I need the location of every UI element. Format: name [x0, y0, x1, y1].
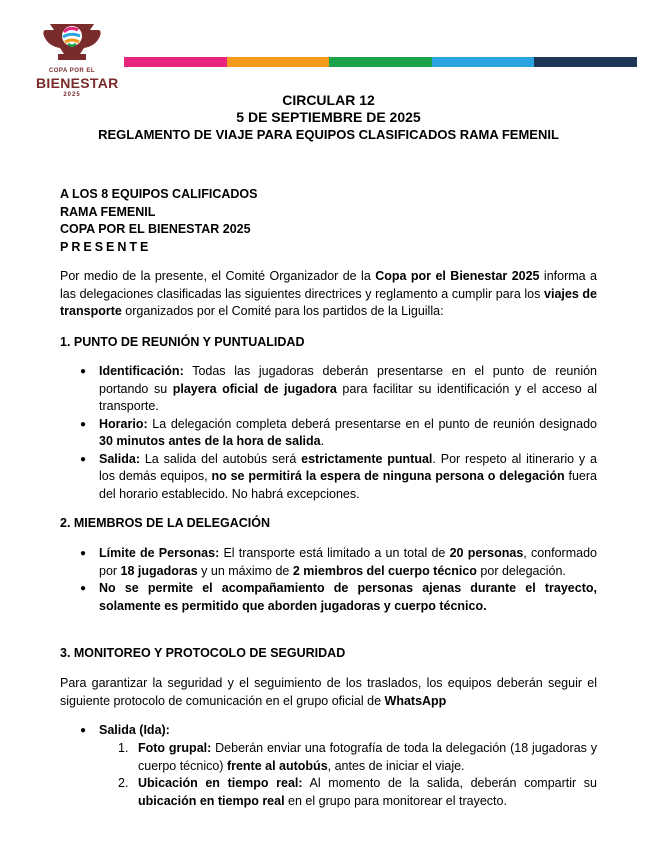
- logo-text-year: 2025: [63, 92, 81, 98]
- departure-sublist: [118, 740, 597, 810]
- addressee-line: COPA POR EL BIENESTAR 2025: [60, 222, 251, 236]
- list-item: ● Identificación: Todas las jugadoras deberán presentarse en el punto de reunión portando su playera oficial de jugadora para facilitar su identificación y el acceso al transporte.: [80, 363, 597, 416]
- section2-list: [80, 545, 597, 615]
- addressee-line: RAMA FEMENIL: [60, 204, 156, 219]
- circular-number: CIRCULAR 12: [282, 92, 375, 108]
- logo-text-top: COPA POR EL: [48, 68, 96, 74]
- stripe-green: [329, 57, 432, 67]
- section3-list: [80, 722, 597, 740]
- stripe-magenta: [124, 57, 227, 67]
- addressee-presente: PRESENTE: [60, 239, 152, 254]
- circular-date: 5 DE SEPTIEMBRE DE 2025: [236, 109, 421, 125]
- logo-text-main: BIENESTAR: [36, 75, 119, 91]
- stripe-blue: [432, 57, 535, 67]
- list-item: ● Límite de Personas: El transporte está limitado a un total de 20 personas, conformado por 18 jugadoras y un máximo de 2 miembros del cuerpo técnico por delegación.: [80, 545, 597, 580]
- trophy-icon: [36, 22, 108, 70]
- list-item: ● Salida (Ida):: [80, 722, 597, 740]
- addressee-block: [60, 186, 257, 256]
- section-heading: 3. MONITOREO Y PROTOCOLO DE SEGURIDAD: [60, 646, 346, 660]
- section-heading: 1. PUNTO DE REUNIÓN Y PUNTUALIDAD: [60, 335, 305, 349]
- section-heading: 2. MIEMBROS DE LA DELEGACIÓN: [60, 516, 270, 530]
- sublist-item: 2. Ubicación en tiempo real: Al momento de la salida, deberán compartir su ubicación en tiempo real en el grupo para monitorear el trayecto.: [118, 776, 597, 808]
- circular-subject: REGLAMENTO DE VIAJE PARA EQUIPOS CLASIFICADOS RAMA FEMENIL: [98, 127, 559, 142]
- list-item: ● Horario: La delegación completa deberá presentarse en el punto de reunión designado 30 minutos antes de la hora de salida.: [80, 416, 597, 451]
- list-item: ● No se permite el acompañamiento de personas ajenas durante el trayecto, solamente es permitido que aborden jugadoras y cuerpo técnico.: [80, 580, 597, 615]
- sublist-item: 1. Foto grupal: Deberán enviar una fotografía de toda la delegación (18 jugadoras y cuerpo técnico) frente al autobús, antes de iniciar el viaje.: [118, 741, 598, 773]
- section1-list: [80, 363, 597, 503]
- color-stripe: [124, 57, 637, 67]
- stripe-orange: [227, 57, 330, 67]
- stripe-navy: [534, 57, 637, 67]
- monitor-paragraph: Para garantizar la seguridad y el seguimiento de los traslados, los equipos deberán seguir el siguiente protocolo de comunicación en el grupo oficial de WhatsApp: [60, 676, 597, 708]
- addressee-line: A LOS 8 EQUIPOS CALIFICADOS: [60, 187, 258, 201]
- intro-paragraph: Por medio de la presente, el Comité Organizador de la Copa por el Bienestar 2025 informa a las delegaciones clasificadas las siguientes directrices y reglamento a cumplir para los viajes de transporte organizados por el Comité para los partidos de la Liguilla:: [60, 269, 597, 318]
- list-item: ● Salida: La salida del autobús será estrictamente puntual. Por respeto al itinerario y a los demás equipos, no se permitirá la espera de ninguna persona o delegación fuera del horario establecido. No habrá excepciones.: [80, 451, 597, 504]
